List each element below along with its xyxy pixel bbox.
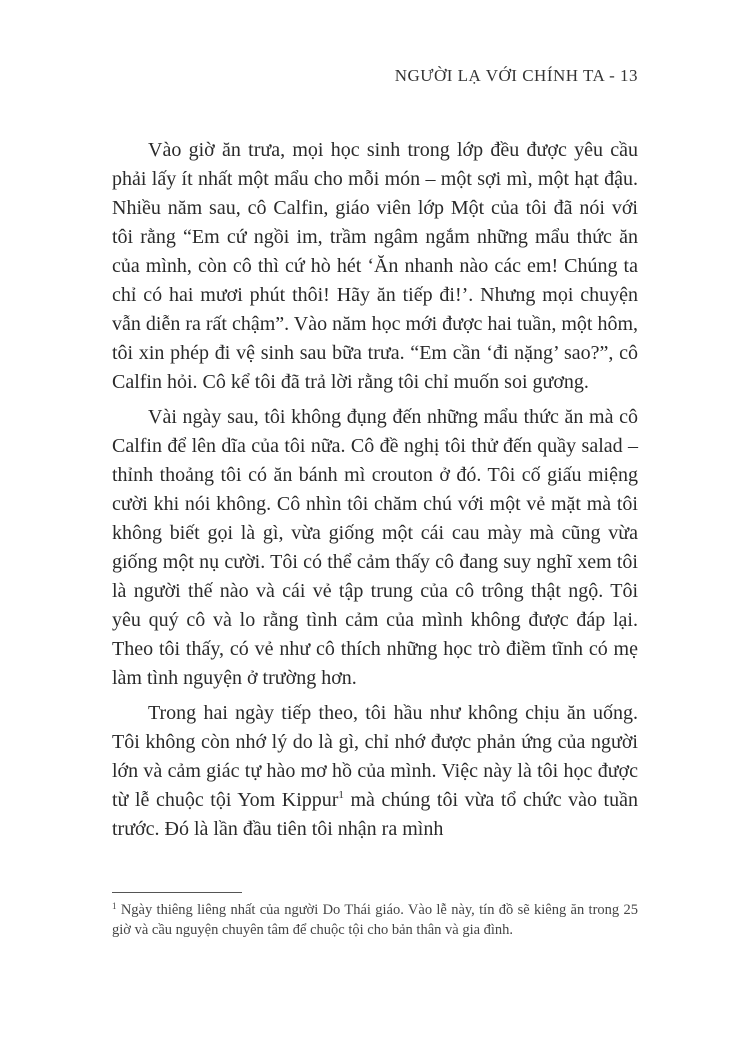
footnote-divider	[112, 892, 242, 893]
paragraph-3-text-before: Trong hai ngày tiếp theo, tôi hầu như không chịu ăn uống. Tôi không còn nhớ lý do là gì, chỉ nhớ được phản ứng của người lớn và cảm giác tự hào mơ hồ của mình. Việc này là tôi học được từ lễ chuộc tội Yom Kippur	[112, 702, 638, 811]
footnote-text: Ngày thiêng liêng nhất của người Do Thái giáo. Vào lễ này, tín đồ sẽ kiêng ăn trong 25 giờ và cầu nguyện chuyên tâm để chuộc tội cho bản thân và gia đình.	[112, 902, 638, 938]
paragraph-1: Vào giờ ăn trưa, mọi học sinh trong lớp đều được yêu cầu phải lấy ít nhất một mẩu cho mỗi món – một sợi mì, một hạt đậu. Nhiều năm sau, cô Calfin, giáo viên lớp Một của tôi đã nói với tôi rằng “Em cứ ngồi im, trầm ngâm ngắm những mẩu thức ăn của mình, còn cô thì cứ hò hét ‘Ăn nhanh nào các em! Chúng ta chỉ có hai mươi phút thôi! Hãy ăn tiếp đi!’. Nhưng mọi chuyện vẫn diễn ra rất chậm”. Vào năm học mới được hai tuần, một hôm, tôi xin phép đi vệ sinh sau bữa trưa. “Em cần ‘đi nặng’ sao?”, cô Calfin hỏi. Cô kể tôi đã trả lời rằng tôi chỉ muốn soi gương.	[112, 139, 638, 393]
footnote	[112, 900, 638, 940]
body-text	[112, 136, 638, 850]
paragraph-3	[112, 699, 638, 844]
paragraph-3-text-after: mà chúng tôi vừa tổ chức vào tuần trước. Đó là lần đầu tiên tôi nhận ra mình	[112, 789, 638, 840]
running-header: NGƯỜI LẠ VỚI CHÍNH TA - 13	[394, 66, 638, 85]
footnote-marker: 1	[112, 901, 117, 911]
paragraph-2: Vài ngày sau, tôi không đụng đến những mẩu thức ăn mà cô Calfin để lên dĩa của tôi nữa. Cô đề nghị tôi thử đến quầy salad – thỉnh thoảng tôi có ăn bánh mì crouton ở đó. Tôi cố giấu miệng cười khi nói không. Cô nhìn tôi chăm chú với một vẻ mặt mà tôi không biết gọi là gì, vừa giống một cái cau mày mà cũng vừa giống một nụ cười. Tôi có thể cảm thấy cô đang suy nghĩ xem tôi là người thế nào và cái vẻ tập trung của cô trông thật ngộ. Tôi yêu quý cô và lo rằng tình cảm của mình không được đáp lại. Theo tôi thấy, có vẻ như cô thích những học trò điềm tĩnh có mẹ làm tình nguyện ở trường hơn.	[112, 406, 638, 689]
footnote-reference[interactable]: 1	[338, 789, 344, 801]
